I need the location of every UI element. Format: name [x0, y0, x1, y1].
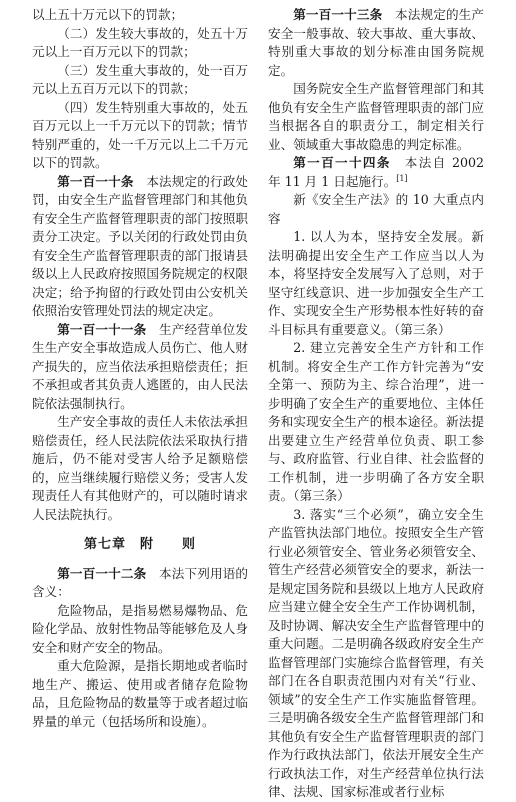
paragraph: 危险物品，是指易燃易爆物品、危险化学品、放射性物品等能够危及人身安全和财产安全的物品。 — [32, 602, 248, 655]
article-title: 第一百一十条 — [57, 173, 134, 189]
paragraph: 国务院安全生产监督管理部门和其他负有安全生产监督管理职责的部门应当根据各自的职责分工，制定相关行业、领域重大事故隐患的判定标准。 — [268, 81, 484, 152]
section-heading: 新《安全生产法》的 10 大重点内容 — [268, 192, 484, 226]
paragraph: （二）发生较大事故的，处五十万元以上一百万元以下的罚款； — [32, 25, 248, 59]
article-title: 第一百一十一条 — [57, 321, 147, 337]
article-body: 本法下列用语的含义： — [32, 565, 249, 599]
paragraph: 3. 落实“三个必须”，确立安全生产监管执法部门地位。按照安全生产管行业必须管安全、管业务必须管安全、管生产经营必须管安全的要求，新法一是规定国务院和县级以上地方人民政府应当建立健全安全生产工作协调机制，及时协调、解决安全生产监督管理中的重大问题。二是明确各级政府安全生产监督管理部门实施综合监督管理，有关部门在各自职责范围内对有关“行业、领域”的安全生产工作实施监督管理。三是明确各级安全生产监督管理部门和其他负有安全生产监督管理职责的部门作为行政执法部门，依法开展安全生产行政执法工作，对生产经营单位执行法律、法规、国家标准或者行业标 — [268, 506, 484, 799]
article-114 — [268, 154, 484, 191]
article-body: 生产经营单位发生生产安全事故造成人员伤亡、他人财产损失的，应当依法承担赔偿责任；拒不承担或者其负责人逃匿的，由人民法院依法强制执行。 — [32, 321, 249, 411]
paragraph: 重大危险源，是指长期地或者临时地生产、搬运、使用或者储存危险物品，且危险物品的数量等于或者超过临界量的单元（包括场所和设施）。 — [32, 658, 248, 729]
chapter-heading: 第七章 附 则 — [83, 537, 196, 552]
paragraph: 2. 建立完善安全生产方针和工作机制。将安全生产工作方针完善为“安全第一、预防为主、综合治理”，进一步明确了安全生产的重要地位、主体任务和实现安全生产的根本途径。新法提出要建立生产经营单位负责、职工参与、政府监管、行业自律、社会监督的工作机制，进一步明确了各方安全职责。（第三条） — [268, 340, 484, 503]
left-column — [32, 6, 248, 731]
article-110 — [32, 173, 248, 321]
paragraph: （三）发生重大事故的，处一百万元以上五百万元以下的罚款； — [32, 62, 248, 96]
article-title: 第一百一十三条 — [293, 7, 383, 22]
paragraph: 生产安全事故的责任人未依法承担赔偿责任，经人民法院依法采取执行措施后，仍不能对受害人给予足额赔偿的，应当继续履行赔偿义务；受害人发现责任人有其他财产的，可以随时请求人民法院执行。 — [32, 414, 248, 522]
article-title: 第一百一十二条 — [57, 565, 147, 581]
article-113 — [268, 6, 484, 80]
paragraph: 1. 以人为本，坚持安全发展。新法明确提出安全生产工作应当以人为本，将坚持安全发展写入了总则，对于坚守红线意识、进一步加强安全生产工作、实现安全生产形势根本性好转的奋斗目标具有重要意义。（第三条） — [268, 229, 484, 337]
article-111 — [32, 321, 248, 414]
article-body: 本法规定的生产安全一般事故、较大事故、重大事故、特别重大事故的划分标准由国务院规定。 — [268, 7, 485, 78]
footnote-reference[interactable]: [1] — [396, 173, 408, 183]
article-body: 本法自 2002 年 11 月 1 日起施行。 — [268, 155, 485, 189]
article-title: 第一百一十四条 — [293, 155, 391, 170]
article-body: 本法规定的行政处罚，由安全生产监督管理部门和其他负有安全生产监督管理职责的部门按照职责分工决定。予以关闭的行政处罚由负有安全生产监督管理职责的部门报请县级以上人民政府按照国务院规定的权限决定；给予拘留的行政处罚由公安机关依照治安管理处罚法的规定决定。 — [32, 173, 249, 318]
article-112 — [32, 565, 248, 602]
right-column — [268, 6, 484, 802]
paragraph: 以上五十万元以下的罚款； — [32, 7, 184, 22]
paragraph: （四）发生特别重大事故的，处五百万元以上一千万元以下的罚款；情节特别严重的，处一千万元以上二千万元以下的罚款。 — [32, 99, 248, 170]
